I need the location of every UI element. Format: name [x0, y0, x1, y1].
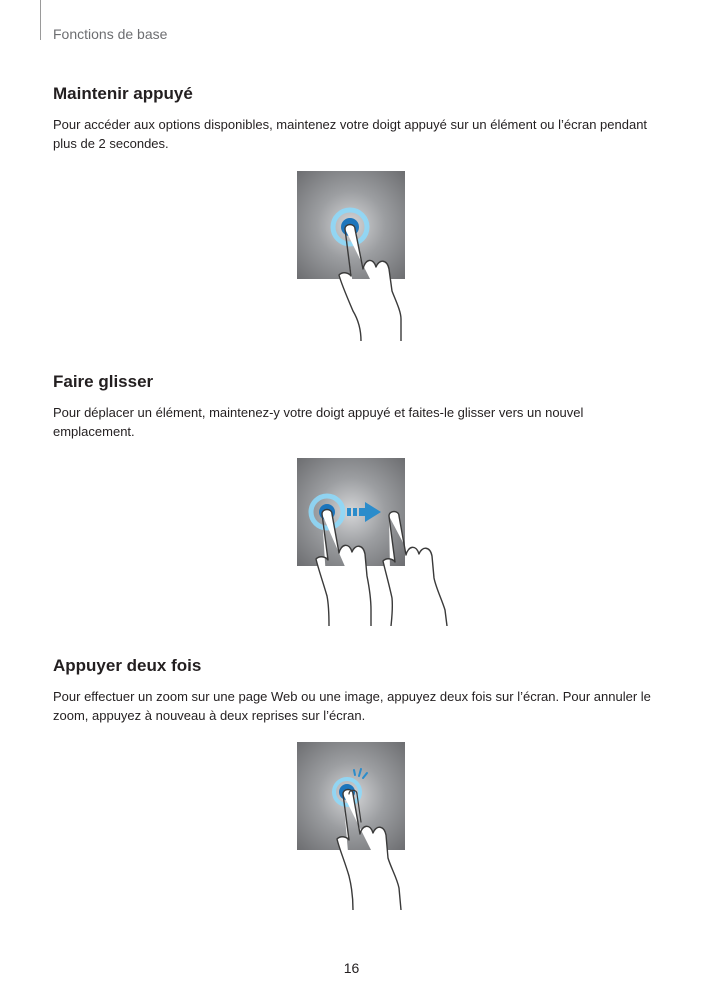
header-section-title: Fonctions de base: [53, 26, 168, 42]
section-body-tap-hold: Pour accéder aux options disponibles, maintenez votre doigt appuyé sur un élément ou l’écran pendant plus de 2 secondes.: [53, 117, 648, 151]
section-title-tap-hold: Maintenir appuyé: [53, 84, 193, 103]
section-body-drag: Pour déplacer un élément, maintenez-y votre doigt appuyé et faites-le glisser vers un nouvel emplacement.: [53, 405, 584, 439]
section-title-double-tap: Appuyer deux fois: [53, 656, 202, 675]
tap-and-hold-gesture-icon: [297, 171, 417, 341]
double-tap-gesture-icon: [297, 742, 422, 910]
section-body-double-tap: Pour effectuer un zoom sur une page Web ou une image, appuyez deux fois sur l’écran. Pour annuler le zoom, appuyez à nouveau à deux reprises sur l’écran.: [53, 689, 651, 723]
page-number: 16: [343, 960, 360, 976]
header-rule: [40, 0, 41, 40]
drag-gesture-icon: [297, 458, 467, 626]
section-title-drag: Faire glisser: [53, 372, 154, 391]
